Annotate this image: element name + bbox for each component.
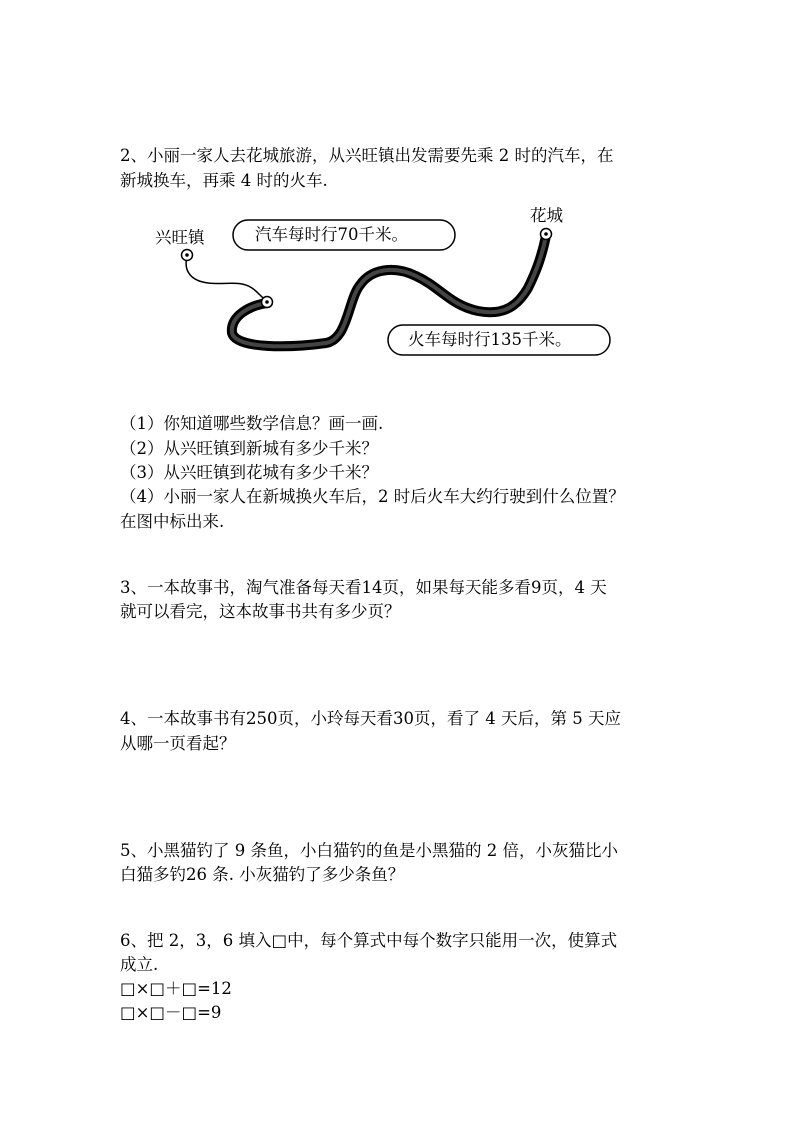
q4-line-1: 4、一本故事书有250页，小玲每天看30页，看了 4 天后，第 5 天应	[120, 709, 621, 728]
end-station-icon	[541, 229, 552, 240]
q5-line-2: 白猫多钓26 条. 小灰猫钓了多少条鱼？	[120, 865, 405, 884]
q3-line-1: 3、一本故事书，淘气准备每天看14页，如果每天能多看9页，4 天	[120, 578, 607, 597]
q2-sub-4-line-1: （4）小丽一家人在新城换火车后，2 时后火车大约行驶到什么位置？	[120, 487, 625, 506]
start-station-icon	[182, 250, 193, 261]
q3-line-2: 就可以看完，这本故事书共有多少页？	[120, 602, 401, 621]
bus-road	[186, 256, 268, 302]
q6-line-1: 6、把 2，3，6 填入□中，每个算式中每个数字只能用一次，使算式	[120, 931, 618, 950]
q5-line-1: 5、小黑猫钓了 9 条鱼，小白猫钓的鱼是小黑猫的 2 倍，小灰猫比小	[120, 841, 618, 860]
bus-speed-text: 汽车每时行70千米。	[255, 225, 408, 244]
start-station-label: 兴旺镇	[155, 228, 205, 247]
train-speed-text: 火车每时行135千米。	[408, 330, 572, 349]
q2-line-2: 新城换车，再乘 4 时的火车.	[120, 171, 328, 190]
transfer-station-icon	[262, 297, 273, 308]
q2-sub-3: （3）从兴旺镇到花城有多少千米？	[120, 463, 378, 482]
q2-sub-2: （2）从兴旺镇到新城有多少千米？	[120, 439, 378, 458]
q6-line-2: 成立.	[120, 955, 159, 974]
q6-equation-2: □×□－□=9	[120, 1003, 222, 1022]
end-station-label: 花城	[530, 206, 563, 225]
q2-sub-4-line-2: 在图中标出来.	[120, 512, 225, 531]
q4-line-2: 从哪一页看起？	[120, 734, 236, 753]
q2-line-1: 2、小丽一家人去花城旅游，从兴旺镇出发需要先乘 2 时的汽车，在	[120, 146, 614, 165]
q6-equation-1: □×□＋□=12	[120, 979, 232, 998]
q2-sub-1: （1）你知道哪些数学信息？画一画.	[120, 414, 384, 433]
